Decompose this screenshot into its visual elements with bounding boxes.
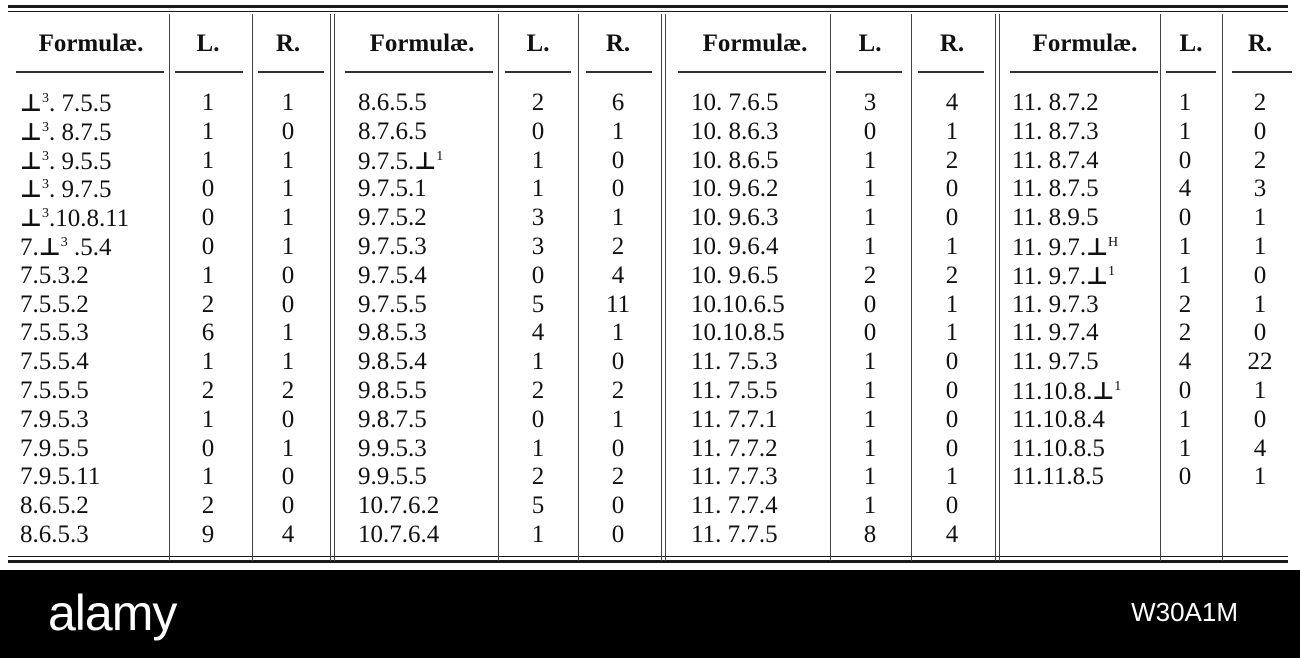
left-count-cell: 1 xyxy=(863,175,877,203)
formula-cell: 9.9.5.5 xyxy=(358,463,427,491)
formula-cell: 10. 8.6.5 xyxy=(691,146,779,174)
left-count-cell: 2 xyxy=(201,376,215,404)
formula-cell: 9.7.5.1 xyxy=(358,175,427,203)
header-formulae: Formulæ. xyxy=(369,30,475,57)
formula-cell: 11. 9.7.⊥$^1$ xyxy=(1012,261,1116,290)
formula-cell: 7.5.3.2 xyxy=(20,261,89,289)
left-count-cell: 4 xyxy=(531,319,545,347)
right-count-cell: 0 xyxy=(611,434,625,462)
formula-cell: 11. 7.5.5 xyxy=(691,376,778,404)
left-count-cell: 1 xyxy=(863,434,877,462)
left-count-cell: 1 xyxy=(863,146,877,174)
perpendicular-symbol: ⊥ xyxy=(20,204,42,233)
right-count-cell: 0 xyxy=(945,434,959,462)
table-row xyxy=(0,204,1300,233)
header-underline xyxy=(1166,71,1216,73)
header-left: L. xyxy=(526,30,550,57)
right-count-cell: 1 xyxy=(1253,463,1267,491)
left-count-cell: 4 xyxy=(1178,348,1192,376)
right-count-cell: 6 xyxy=(611,89,625,116)
formula-cell: 11. 7.7.2 xyxy=(691,434,778,462)
left-count-cell: 1 xyxy=(201,89,215,116)
left-count-cell: 1 xyxy=(201,261,215,289)
left-count-cell: 1 xyxy=(531,520,545,548)
left-count-cell: 0 xyxy=(1178,463,1192,491)
rows-group-4 xyxy=(0,89,1300,492)
left-count-cell: 0 xyxy=(1178,376,1192,404)
right-count-cell: 1 xyxy=(281,204,295,232)
header-left: L. xyxy=(196,30,220,57)
stock-watermark-bar xyxy=(0,570,1300,658)
right-count-cell: 1 xyxy=(281,348,295,376)
right-count-cell: 0 xyxy=(611,175,625,203)
left-count-cell: 1 xyxy=(531,146,545,174)
formula-cell: 7.9.5.5 xyxy=(20,434,89,462)
formula-cell: 8.6.5.3 xyxy=(20,520,89,548)
left-count-cell: 9 xyxy=(201,520,215,548)
left-count-cell: 2 xyxy=(1178,319,1192,347)
left-count-cell: 0 xyxy=(863,290,877,318)
left-count-cell: 1 xyxy=(531,175,545,203)
formula-cell: 7.5.5.4 xyxy=(20,348,89,376)
perpendicular-symbol: ⊥ xyxy=(1086,232,1109,261)
formula-cell: 7.5.5.5 xyxy=(20,376,89,404)
formula-cell: 10. 9.6.2 xyxy=(691,175,779,203)
perpendicular-symbol: ⊥ xyxy=(1086,261,1109,290)
right-count-cell: 0 xyxy=(1253,405,1267,433)
right-count-cell: 1 xyxy=(945,319,959,347)
right-count-cell: 3 xyxy=(1253,175,1267,203)
formula-cell: 9.7.5.4 xyxy=(358,261,427,289)
perpendicular-symbol: ⊥ xyxy=(38,232,61,261)
header-right: R. xyxy=(605,30,631,57)
header-right: R. xyxy=(1247,30,1273,57)
left-count-cell: 2 xyxy=(201,492,215,520)
left-count-cell: 1 xyxy=(863,463,877,491)
formula-cell: 11. 7.5.3 xyxy=(691,348,778,376)
right-count-cell: 1 xyxy=(281,175,295,203)
formula-cell: 11.11.8.5 xyxy=(1012,463,1104,491)
right-count-cell: 2 xyxy=(611,463,625,491)
left-count-cell: 1 xyxy=(531,348,545,376)
right-count-cell: 1 xyxy=(1253,376,1267,404)
right-count-cell: 1 xyxy=(281,89,295,116)
left-count-cell: 2 xyxy=(531,463,545,491)
formula-cell: 11. 9.7.4 xyxy=(1012,319,1099,347)
header-right: R. xyxy=(939,30,965,57)
right-count-cell: 0 xyxy=(281,117,295,145)
left-count-cell: 1 xyxy=(863,405,877,433)
right-count-cell: 0 xyxy=(281,492,295,520)
left-count-cell: 1 xyxy=(1178,434,1192,462)
left-count-cell: 6 xyxy=(201,319,215,347)
left-count-cell: 1 xyxy=(863,348,877,376)
left-count-cell: 0 xyxy=(201,204,215,232)
left-count-cell: 3 xyxy=(531,204,545,232)
left-count-cell: 1 xyxy=(531,434,545,462)
right-count-cell: 2 xyxy=(1253,89,1267,116)
left-count-cell: 0 xyxy=(1178,146,1192,174)
formula-cell: 11. 8.9.5 xyxy=(1012,204,1099,232)
left-count-cell: 2 xyxy=(531,89,545,116)
right-count-cell: 0 xyxy=(1253,117,1267,145)
left-count-cell: 1 xyxy=(863,376,877,404)
right-count-cell: 4 xyxy=(1253,434,1267,462)
formula-cell: 7.5.5.2 xyxy=(20,290,89,318)
header-left: L. xyxy=(858,30,882,57)
formula-cell: 11. 8.7.5 xyxy=(1012,175,1099,203)
right-count-cell: 1 xyxy=(1253,204,1267,232)
formula-cell: 11.10.8.4 xyxy=(1012,405,1105,433)
table-row xyxy=(0,89,1300,118)
formula-cell: ⊥$^3$. 7.5.5 xyxy=(20,89,112,117)
right-count-cell: 0 xyxy=(611,520,625,548)
formula-cell: 9.8.5.3 xyxy=(358,319,427,347)
formula-cell: 10.7.6.2 xyxy=(358,492,440,520)
left-count-cell: 1 xyxy=(201,348,215,376)
right-count-cell: 0 xyxy=(945,492,959,520)
left-count-cell: 2 xyxy=(863,261,877,289)
perpendicular-symbol: ⊥ xyxy=(20,146,42,175)
formula-cell: 7.9.5.11 xyxy=(20,463,101,491)
right-count-cell: 1 xyxy=(945,117,959,145)
formula-cell: 9.8.7.5 xyxy=(358,405,427,433)
left-count-cell: 4 xyxy=(1178,175,1192,203)
left-count-cell: 0 xyxy=(1178,204,1192,232)
table-row xyxy=(0,175,1300,204)
formula-cell: 10.10.6.5 xyxy=(691,290,785,318)
left-count-cell: 3 xyxy=(531,232,545,260)
formula-cell: 9.7.5.5 xyxy=(358,290,427,318)
formula-cell: 9.7.5.2 xyxy=(358,204,427,232)
left-count-cell: 2 xyxy=(531,376,545,404)
formula-cell: 10. 9.6.4 xyxy=(691,232,779,260)
left-count-cell: 5 xyxy=(531,492,545,520)
formula-cell: 10. 9.6.5 xyxy=(691,261,779,289)
right-count-cell: 2 xyxy=(611,232,625,260)
formula-cell: 11. 7.7.1 xyxy=(691,405,778,433)
right-count-cell: 1 xyxy=(1253,232,1267,260)
right-count-cell: 0 xyxy=(1253,261,1267,289)
right-count-cell: 0 xyxy=(611,146,625,174)
left-count-cell: 1 xyxy=(1178,232,1192,260)
left-count-cell: 1 xyxy=(201,405,215,433)
right-count-cell: 11 xyxy=(605,290,631,318)
table-row xyxy=(0,118,1300,147)
formula-cell: 9.7.5.3 xyxy=(358,232,427,260)
left-count-cell: 8 xyxy=(863,520,877,548)
right-count-cell: 2 xyxy=(611,376,625,404)
left-count-cell: 0 xyxy=(201,175,215,203)
table-row xyxy=(0,377,1300,406)
left-count-cell: 1 xyxy=(1178,89,1192,116)
right-count-cell: 1 xyxy=(281,146,295,174)
table-row xyxy=(0,319,1300,348)
formula-cell: 9.8.5.5 xyxy=(358,376,427,404)
formula-cell: 9.9.5.3 xyxy=(358,434,427,462)
formula-cell: 9.8.5.4 xyxy=(358,348,427,376)
table-row xyxy=(0,463,1300,492)
left-count-cell: 1 xyxy=(201,463,215,491)
perpendicular-symbol: ⊥ xyxy=(1092,376,1115,405)
left-count-cell: 2 xyxy=(1178,290,1192,318)
left-count-cell: 0 xyxy=(201,232,215,260)
right-count-cell: 0 xyxy=(281,463,295,491)
table-row xyxy=(0,435,1300,464)
right-count-cell: 0 xyxy=(945,348,959,376)
formula-cell: 11. 8.7.4 xyxy=(1012,146,1099,174)
left-count-cell: 2 xyxy=(201,290,215,318)
right-count-cell: 1 xyxy=(611,117,625,145)
left-count-cell: 1 xyxy=(201,117,215,145)
right-count-cell: 0 xyxy=(611,348,625,376)
right-count-cell: 2 xyxy=(945,261,959,289)
header-underline xyxy=(1010,71,1158,73)
formula-cell: 11. 8.7.2 xyxy=(1012,89,1099,116)
right-count-cell: 1 xyxy=(611,319,625,347)
formula-cell: 10.7.6.4 xyxy=(358,520,440,548)
left-count-cell: 0 xyxy=(201,434,215,462)
header-underline xyxy=(1232,71,1292,73)
formula-cell: 11. 9.7.5 xyxy=(1012,348,1099,376)
formula-cell: 11. 9.7.3 xyxy=(1012,290,1099,318)
left-count-cell: 1 xyxy=(863,232,877,260)
right-count-cell: 2 xyxy=(281,376,295,404)
formula-cell: 10. 9.6.3 xyxy=(691,204,779,232)
header-left: L. xyxy=(1179,30,1203,57)
left-count-cell: 1 xyxy=(1178,261,1192,289)
right-count-cell: 1 xyxy=(945,463,959,491)
left-count-cell: 0 xyxy=(531,261,545,289)
formula-cell: 8.6.5.2 xyxy=(20,492,89,520)
right-count-cell: 0 xyxy=(945,175,959,203)
table-row xyxy=(0,406,1300,435)
formula-cell: 8.7.6.5 xyxy=(358,117,427,145)
right-count-cell: 1 xyxy=(611,405,625,433)
perpendicular-symbol: ⊥ xyxy=(20,89,42,117)
formula-cell: 8.6.5.5 xyxy=(358,89,427,116)
header-formulae: Formulæ. xyxy=(38,30,144,57)
formula-cell: 11. 7.7.5 xyxy=(691,520,778,548)
right-count-cell: 1 xyxy=(281,232,295,260)
formula-cell: 10.10.8.5 xyxy=(691,319,785,347)
right-count-cell: 1 xyxy=(281,319,295,347)
alamy-logo: alamy xyxy=(48,585,177,641)
right-count-cell: 2 xyxy=(945,146,959,174)
header-formulae: Formulæ. xyxy=(1032,30,1138,57)
left-count-cell: 0 xyxy=(531,405,545,433)
formula-cell: 7.9.5.3 xyxy=(20,405,89,433)
right-count-cell: 0 xyxy=(281,261,295,289)
right-count-cell: 4 xyxy=(945,520,959,548)
right-count-cell: 0 xyxy=(281,290,295,318)
right-count-cell: 1 xyxy=(281,434,295,462)
formula-cell: 11.10.8.⊥$^1$ xyxy=(1012,376,1122,405)
left-count-cell: 5 xyxy=(531,290,545,318)
right-count-cell: 1 xyxy=(611,204,625,232)
formula-cell: 7.5.5.3 xyxy=(20,319,89,347)
right-count-cell: 0 xyxy=(945,204,959,232)
formula-cell: 7.⊥$^3$ .5.4 xyxy=(20,232,112,261)
formula-cell: 9.7.5.⊥$^1$ xyxy=(358,146,444,175)
formula-cell: 11. 9.7.⊥$^H$ xyxy=(1012,232,1119,261)
right-count-cell: 1 xyxy=(945,290,959,318)
right-count-cell: 0 xyxy=(1253,319,1267,347)
formula-cell: 10. 7.6.5 xyxy=(691,89,779,116)
table-row xyxy=(0,147,1300,176)
table-row xyxy=(0,262,1300,291)
right-count-cell: 1 xyxy=(1253,290,1267,318)
header-formulae: Formulæ. xyxy=(702,30,808,57)
formula-cell: 11. 7.7.3 xyxy=(691,463,778,491)
formula-cell: ⊥$^3$. 9.5.5 xyxy=(20,146,112,175)
formula-cell: ⊥$^3$. 9.7.5 xyxy=(20,175,112,204)
formula-cell: 11. 8.7.3 xyxy=(1012,117,1099,145)
left-count-cell: 0 xyxy=(531,117,545,145)
left-count-cell: 1 xyxy=(1178,405,1192,433)
left-count-cell: 1 xyxy=(201,146,215,174)
left-count-cell: 0 xyxy=(863,117,877,145)
left-count-cell: 0 xyxy=(863,319,877,347)
right-count-cell: 0 xyxy=(611,492,625,520)
right-count-cell: 1 xyxy=(945,232,959,260)
perpendicular-symbol: ⊥ xyxy=(20,117,42,146)
table-row xyxy=(0,291,1300,320)
right-count-cell: 2 xyxy=(1253,146,1267,174)
right-count-cell: 0 xyxy=(281,405,295,433)
formula-cell: ⊥$^3$.10.8.11 xyxy=(20,204,130,233)
header-right: R. xyxy=(275,30,301,57)
right-count-cell: 0 xyxy=(945,376,959,404)
perpendicular-symbol: ⊥ xyxy=(20,175,42,204)
table-row xyxy=(0,348,1300,377)
right-count-cell: 4 xyxy=(281,520,295,548)
perpendicular-symbol: ⊥ xyxy=(414,146,437,175)
left-count-cell: 3 xyxy=(863,89,877,116)
formula-cell: 10. 8.6.3 xyxy=(691,117,779,145)
formula-cell: 11.10.8.5 xyxy=(1012,434,1105,462)
formula-cell: ⊥$^3$. 8.7.5 xyxy=(20,117,112,146)
left-count-cell: 1 xyxy=(1178,117,1192,145)
table-row xyxy=(0,233,1300,262)
right-count-cell: 4 xyxy=(945,89,959,116)
right-count-cell: 0 xyxy=(945,405,959,433)
right-count-cell: 22 xyxy=(1247,348,1273,376)
left-count-cell: 1 xyxy=(863,204,877,232)
left-count-cell: 1 xyxy=(863,492,877,520)
image-code: W30A1M xyxy=(1131,597,1238,627)
right-count-cell: 4 xyxy=(611,261,625,289)
formula-cell: 11. 7.7.4 xyxy=(691,492,778,520)
